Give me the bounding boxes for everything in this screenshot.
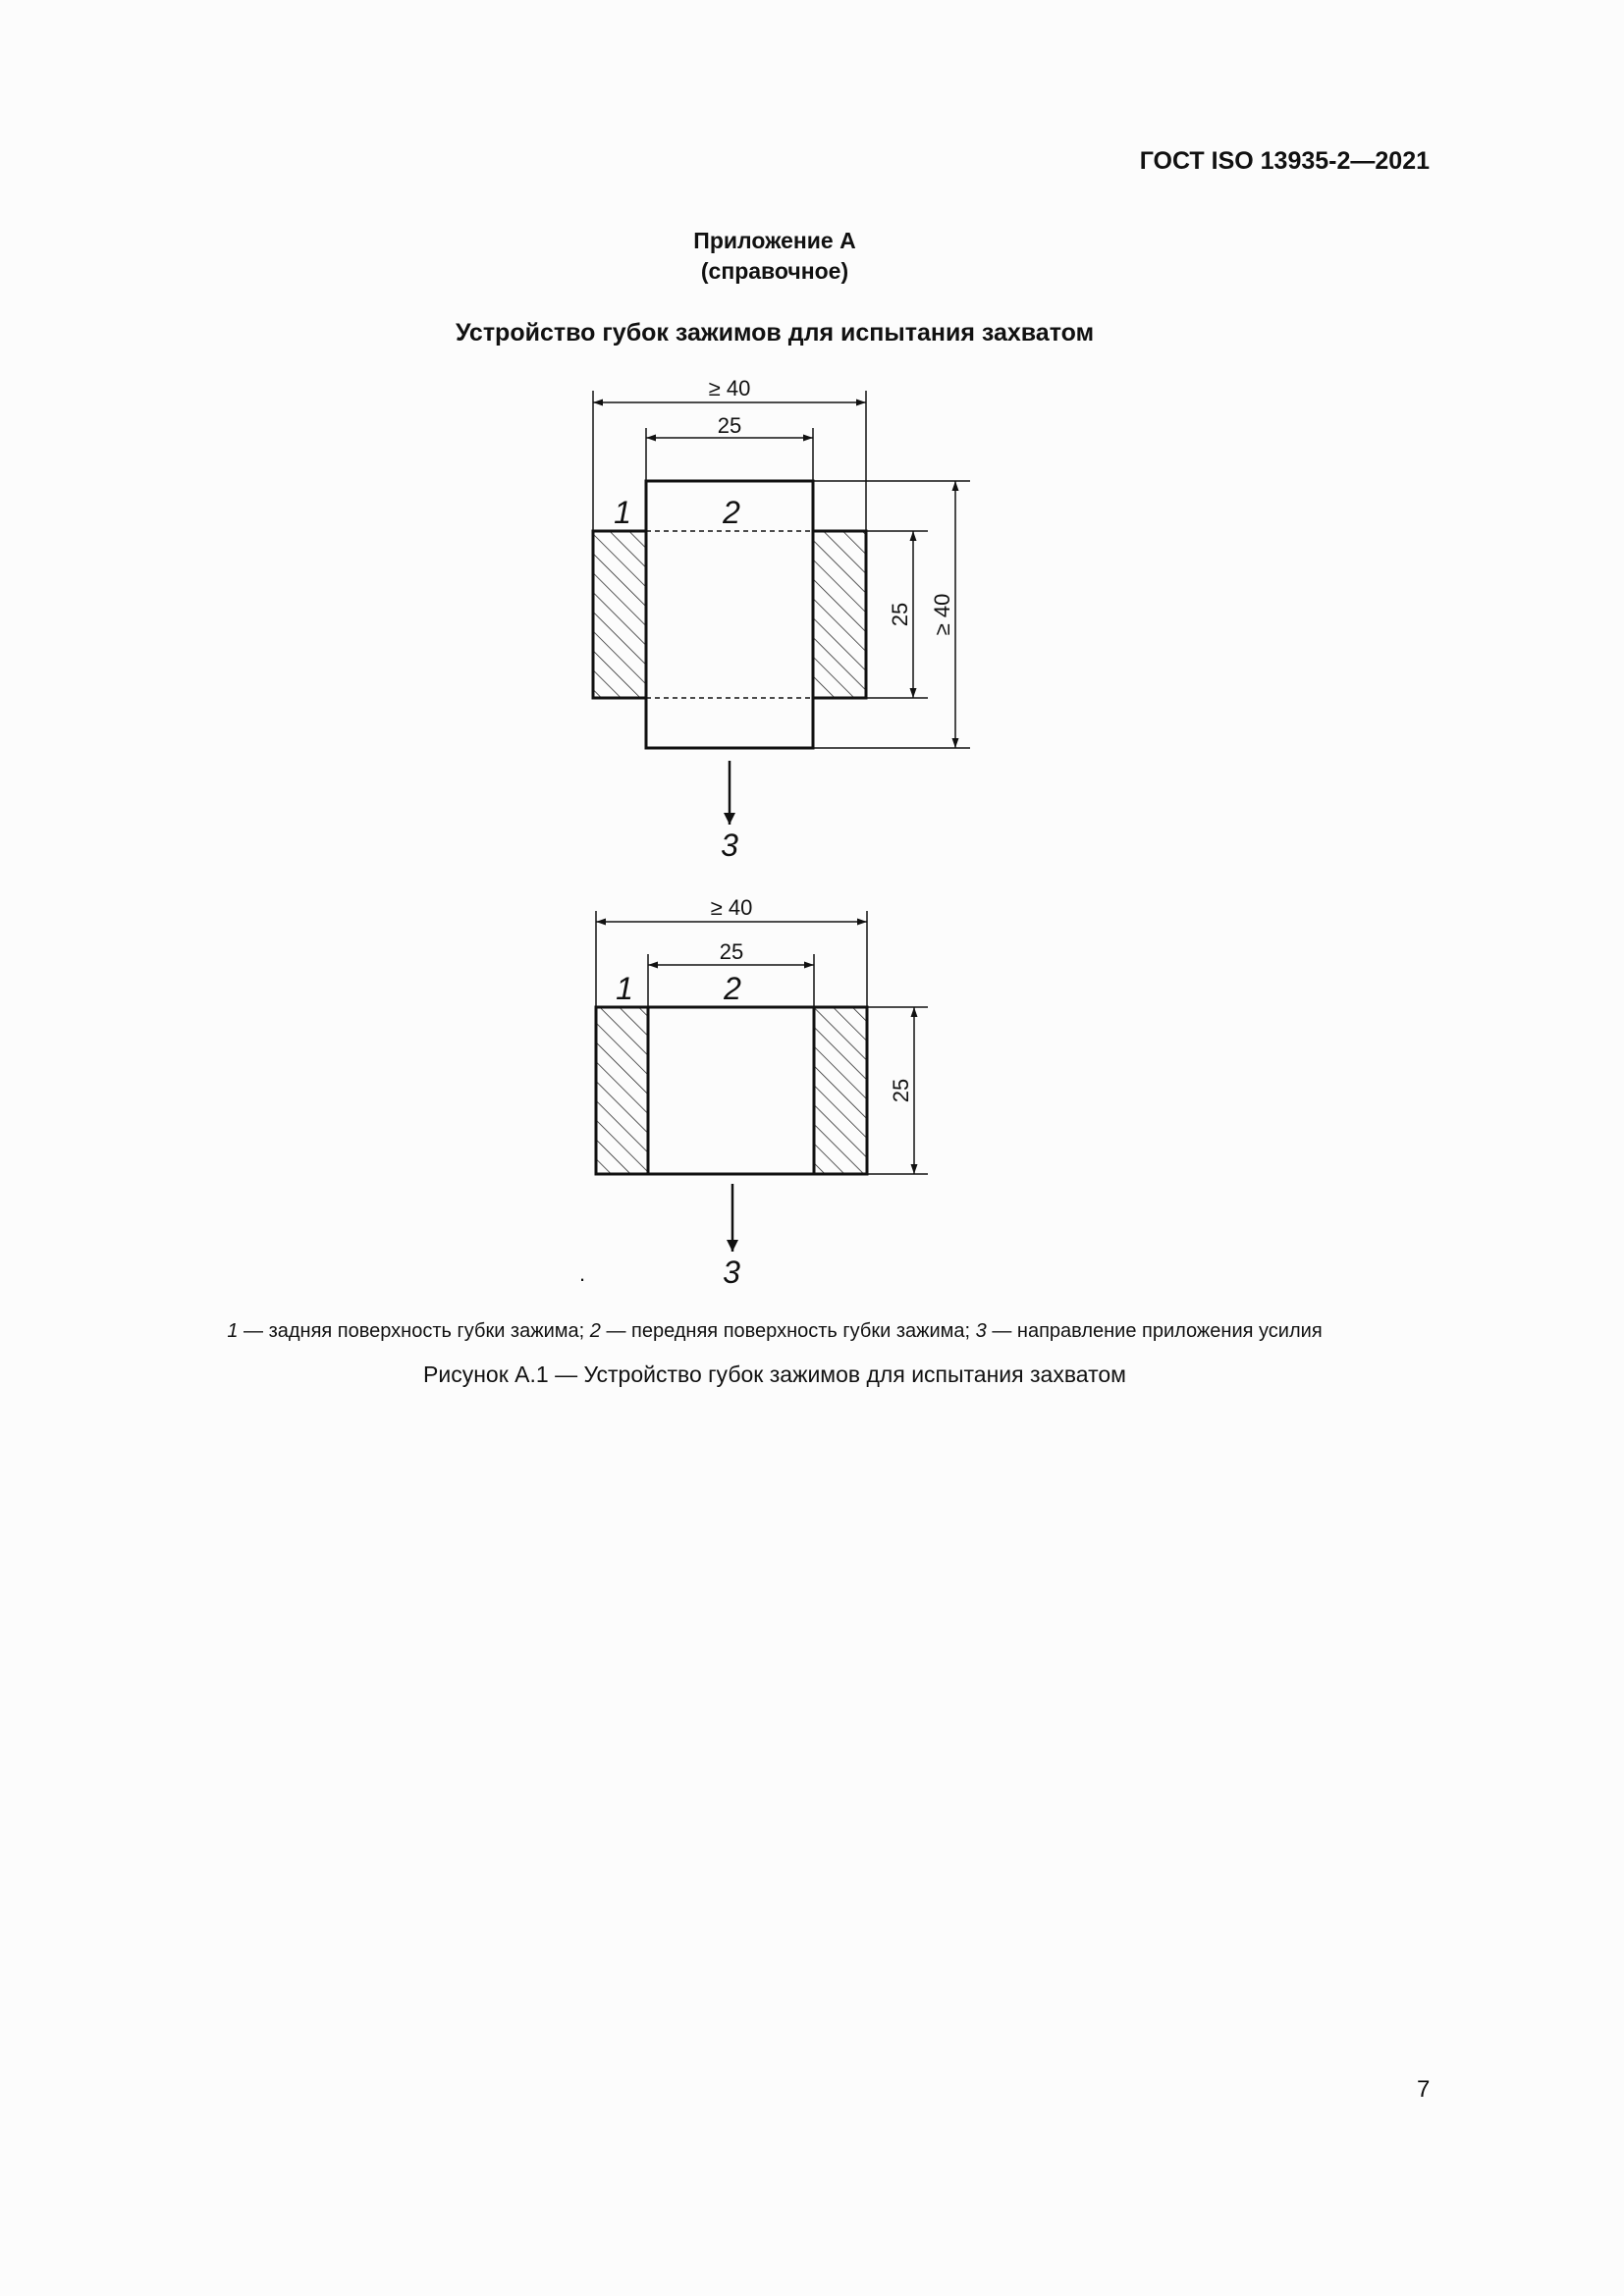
label-force-direction: 3 xyxy=(723,1255,740,1290)
legend-text-2: — передняя поверхность губки зажима; xyxy=(600,1320,976,1342)
document-header: ГОСТ ISO 13935-2—2021 xyxy=(1139,147,1430,175)
legend-number-1: 1 xyxy=(227,1320,239,1342)
front-jaw xyxy=(648,1007,814,1174)
label-front-jaw: 2 xyxy=(724,971,741,1006)
label-back-jaw: 1 xyxy=(614,495,631,530)
back-jaw-left xyxy=(593,531,646,698)
figure-legend xyxy=(0,1320,1549,1343)
dim-height-label: 25 xyxy=(889,1078,913,1103)
dim-width-inner-label: 25 xyxy=(719,939,744,964)
annex-label: Приложение А xyxy=(693,228,856,253)
legend-number-3: 3 xyxy=(975,1320,987,1342)
back-jaw-right xyxy=(814,1007,867,1174)
annex-type: (справочное) xyxy=(700,258,849,284)
section-title: Устройство губок зажимов для испытания захватом xyxy=(455,319,1095,347)
label-front-jaw: 2 xyxy=(723,495,740,530)
dim-width-inner-label: 25 xyxy=(717,413,742,438)
dim-height-inner-label: 25 xyxy=(888,602,912,627)
figure-top xyxy=(593,376,970,863)
dim-width-outer-label: ≥ 40 xyxy=(708,376,751,400)
back-jaw-left xyxy=(596,1007,648,1174)
legend-number-2: 2 xyxy=(589,1320,601,1342)
page-number: 7 xyxy=(1417,2076,1431,2103)
dim-width-outer-label: ≥ 40 xyxy=(710,895,753,920)
legend-text-1: — задняя поверхность губки зажима; xyxy=(238,1320,590,1342)
figure-bottom xyxy=(579,895,928,1290)
legend-text-3: — направление приложения усилия xyxy=(986,1320,1323,1342)
stray-dot: . xyxy=(578,1261,586,1286)
back-jaw-right xyxy=(813,531,866,698)
dim-height-outer-label: ≥ 40 xyxy=(930,593,954,636)
label-back-jaw: 1 xyxy=(616,971,633,1006)
figure-caption: Рисунок А.1 — Устройство губок зажимов для испытания захватом xyxy=(423,1362,1126,1387)
label-force-direction: 3 xyxy=(721,828,738,863)
